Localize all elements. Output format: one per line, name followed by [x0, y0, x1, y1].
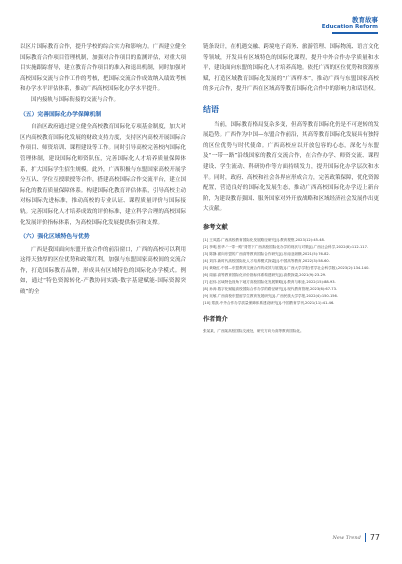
references-heading: 参考文献	[203, 223, 228, 231]
reference-item: [1] 王凤霞.广西高校教育国际化发展路径研究[J].教育观察,2023(12):45-48.	[203, 237, 325, 242]
reference-item: [9] 吴敏.广西高校东盟留学生教育发展研究[J].广西民族大学学报,2022(4):150-156.	[203, 293, 338, 298]
paragraph: 国内接轨与国际衔接的交流与合作。	[31, 96, 120, 103]
reference-item: [8] 孙涛.数字化赋能高校国际合作办学的路径研究[J].现代教育管理,2023(6):67-73.	[203, 286, 337, 291]
reference-item: [5] 黄晓红.中国—东盟教育交流合作的成效与展望[J].广西大学学报(哲学社会科学版),2023(2):134-140.	[203, 265, 370, 270]
footer-divider	[365, 533, 366, 542]
author-heading: 作者简介	[203, 315, 228, 323]
page-footer	[333, 533, 381, 542]
reference-item: [10] 郑凯.中外合作办学质量保障体系建设研究[J].中国教育学刊,2021(11):41-46.	[203, 300, 335, 305]
reference-item: [2] 李明,张华.“一带一路”背景下广西高校国际化办学的现状与对策[J].广西社会科学,2022(8):112-117.	[203, 244, 368, 249]
page-header	[322, 16, 378, 31]
magazine-name: New Trend	[332, 534, 361, 541]
page-number: 77	[369, 533, 380, 542]
left-column	[20, 42, 186, 298]
author-info: 张某某，广西某高校国际交流处，研究方向为高等教育国际化。	[203, 329, 304, 334]
reference-item: [4] 刘洋.新时代高校国际化人才培养模式探索[J].中国高等教育,2022(3):58-60.	[203, 258, 330, 263]
paragraph: 链条设计，在机遇交融、跨境电子商务、旅游管理、国际物流、语言文化等领域，开发具有区域特色的国际化课程，提升中外合作办学质量和水平，建设面向东盟的国际化人才培养高地。依托广西的区位优势和资源禀赋，打造区域教育国际化发展的“广西样本”，推动广西与东盟国家高校的多元合作，提升广西在区域高等教育国际化合作中的影响力和话语权。	[203, 44, 380, 93]
section-heading: （六）强化区域特色与优势	[20, 234, 90, 241]
conclusion-heading: 结语	[203, 104, 219, 114]
reference-item: [7] 赵伟.区域特色视角下地方高校国际化发展策略[J].教育与职业,2022(15):88-93.	[203, 279, 336, 284]
section-heading: （五）完善国际化办学保障机制	[20, 111, 102, 118]
paragraph: 自治区政府通过建立健全高校教育国际化专项基金制度，加大对区内高校教育国际化发展的财政支持力度，支持区内高校开展国际合作项目、师资培训、课程建设等工作。同时引导高校完善校内国际化管理体制，建设国际化师资队伍，完善国际化人才培养质量保障体系，扩大国际学生招生规模。此外，广西积极与东盟国家高校开展学分互认、学位互授联授等合作，搭建高校国际合作交流平台，建立国际化的教育质量保障体系。构建国际化教育评估体系，引导高校主动对标国际先进标准，推动高校的专业认证、课程质量评价与国际接轨。完善国际化人才培养成效的评价标准，建立科学合理的高校国际化发展评价指标体系，为高校国际化发展提供指引和支撑。	[20, 124, 186, 226]
header-divider	[332, 32, 378, 34]
header-title-cn: 教育故事	[352, 16, 378, 24]
right-column	[203, 42, 379, 335]
reference-item: [3] 陈静.面向东盟的广西高等教育国际合作研究[J].东南亚纵横,2021(5):76-82.	[203, 251, 330, 256]
reference-item: [6] 周丽.高等教育国际化评价指标体系构建研究[J].高教探索,2021(9):23-29.	[203, 272, 327, 277]
paragraph: 广西是我国面向东盟开放合作的前沿窗口，广西的高校可以利用这得天独厚的区位优势和政策红利，加强与东盟国家高校间的交流合作，打造国际教育品牌，形成具有区域特色的国际化办学模式。例如，通过“特色资源转化-产教协同实践-数字基建赋能-国际资源突破”的全	[20, 246, 186, 296]
header-title-en: Education Reform	[321, 24, 378, 30]
paragraph: 以区片国际教育合作，提升学校的综合实力和影响力。广西建立健全国际教育合作项目管理机制，加强对合作项目的监测评估，对重大项目实施跟踪督导，建立教育合作项目的准入和退出机制，同时加强对高校国际交流与合作工作的考核，把国际交流合作成效纳入绩效考核和办学水平评估体系，推动广西高校国际化办学水平提升。	[20, 44, 186, 93]
paragraph: 当前，国际教育格局复杂多变，但高等教育国际化仍是不可逆转的发展趋势。广西作为中国—东盟合作前沿，其高等教育国际化发展具有独特的区位优势与时代使命。广西高校应以开放包容的心态，深化与东盟及“一带一路”沿线国家的教育交流合作，在合作办学、师资交流、课程建设、学生流动、科研协作等方面持续发力，提升国际化办学层次和水平。同时，政府、高校和社会各界应形成合力，完善政策保障，优化资源配置，营造良好的国际化发展生态，推动广西高校国际化办学迈上新台阶，为建设教育强国、服务国家对外开放战略和区域经济社会发展作出更大贡献。	[203, 121, 380, 213]
